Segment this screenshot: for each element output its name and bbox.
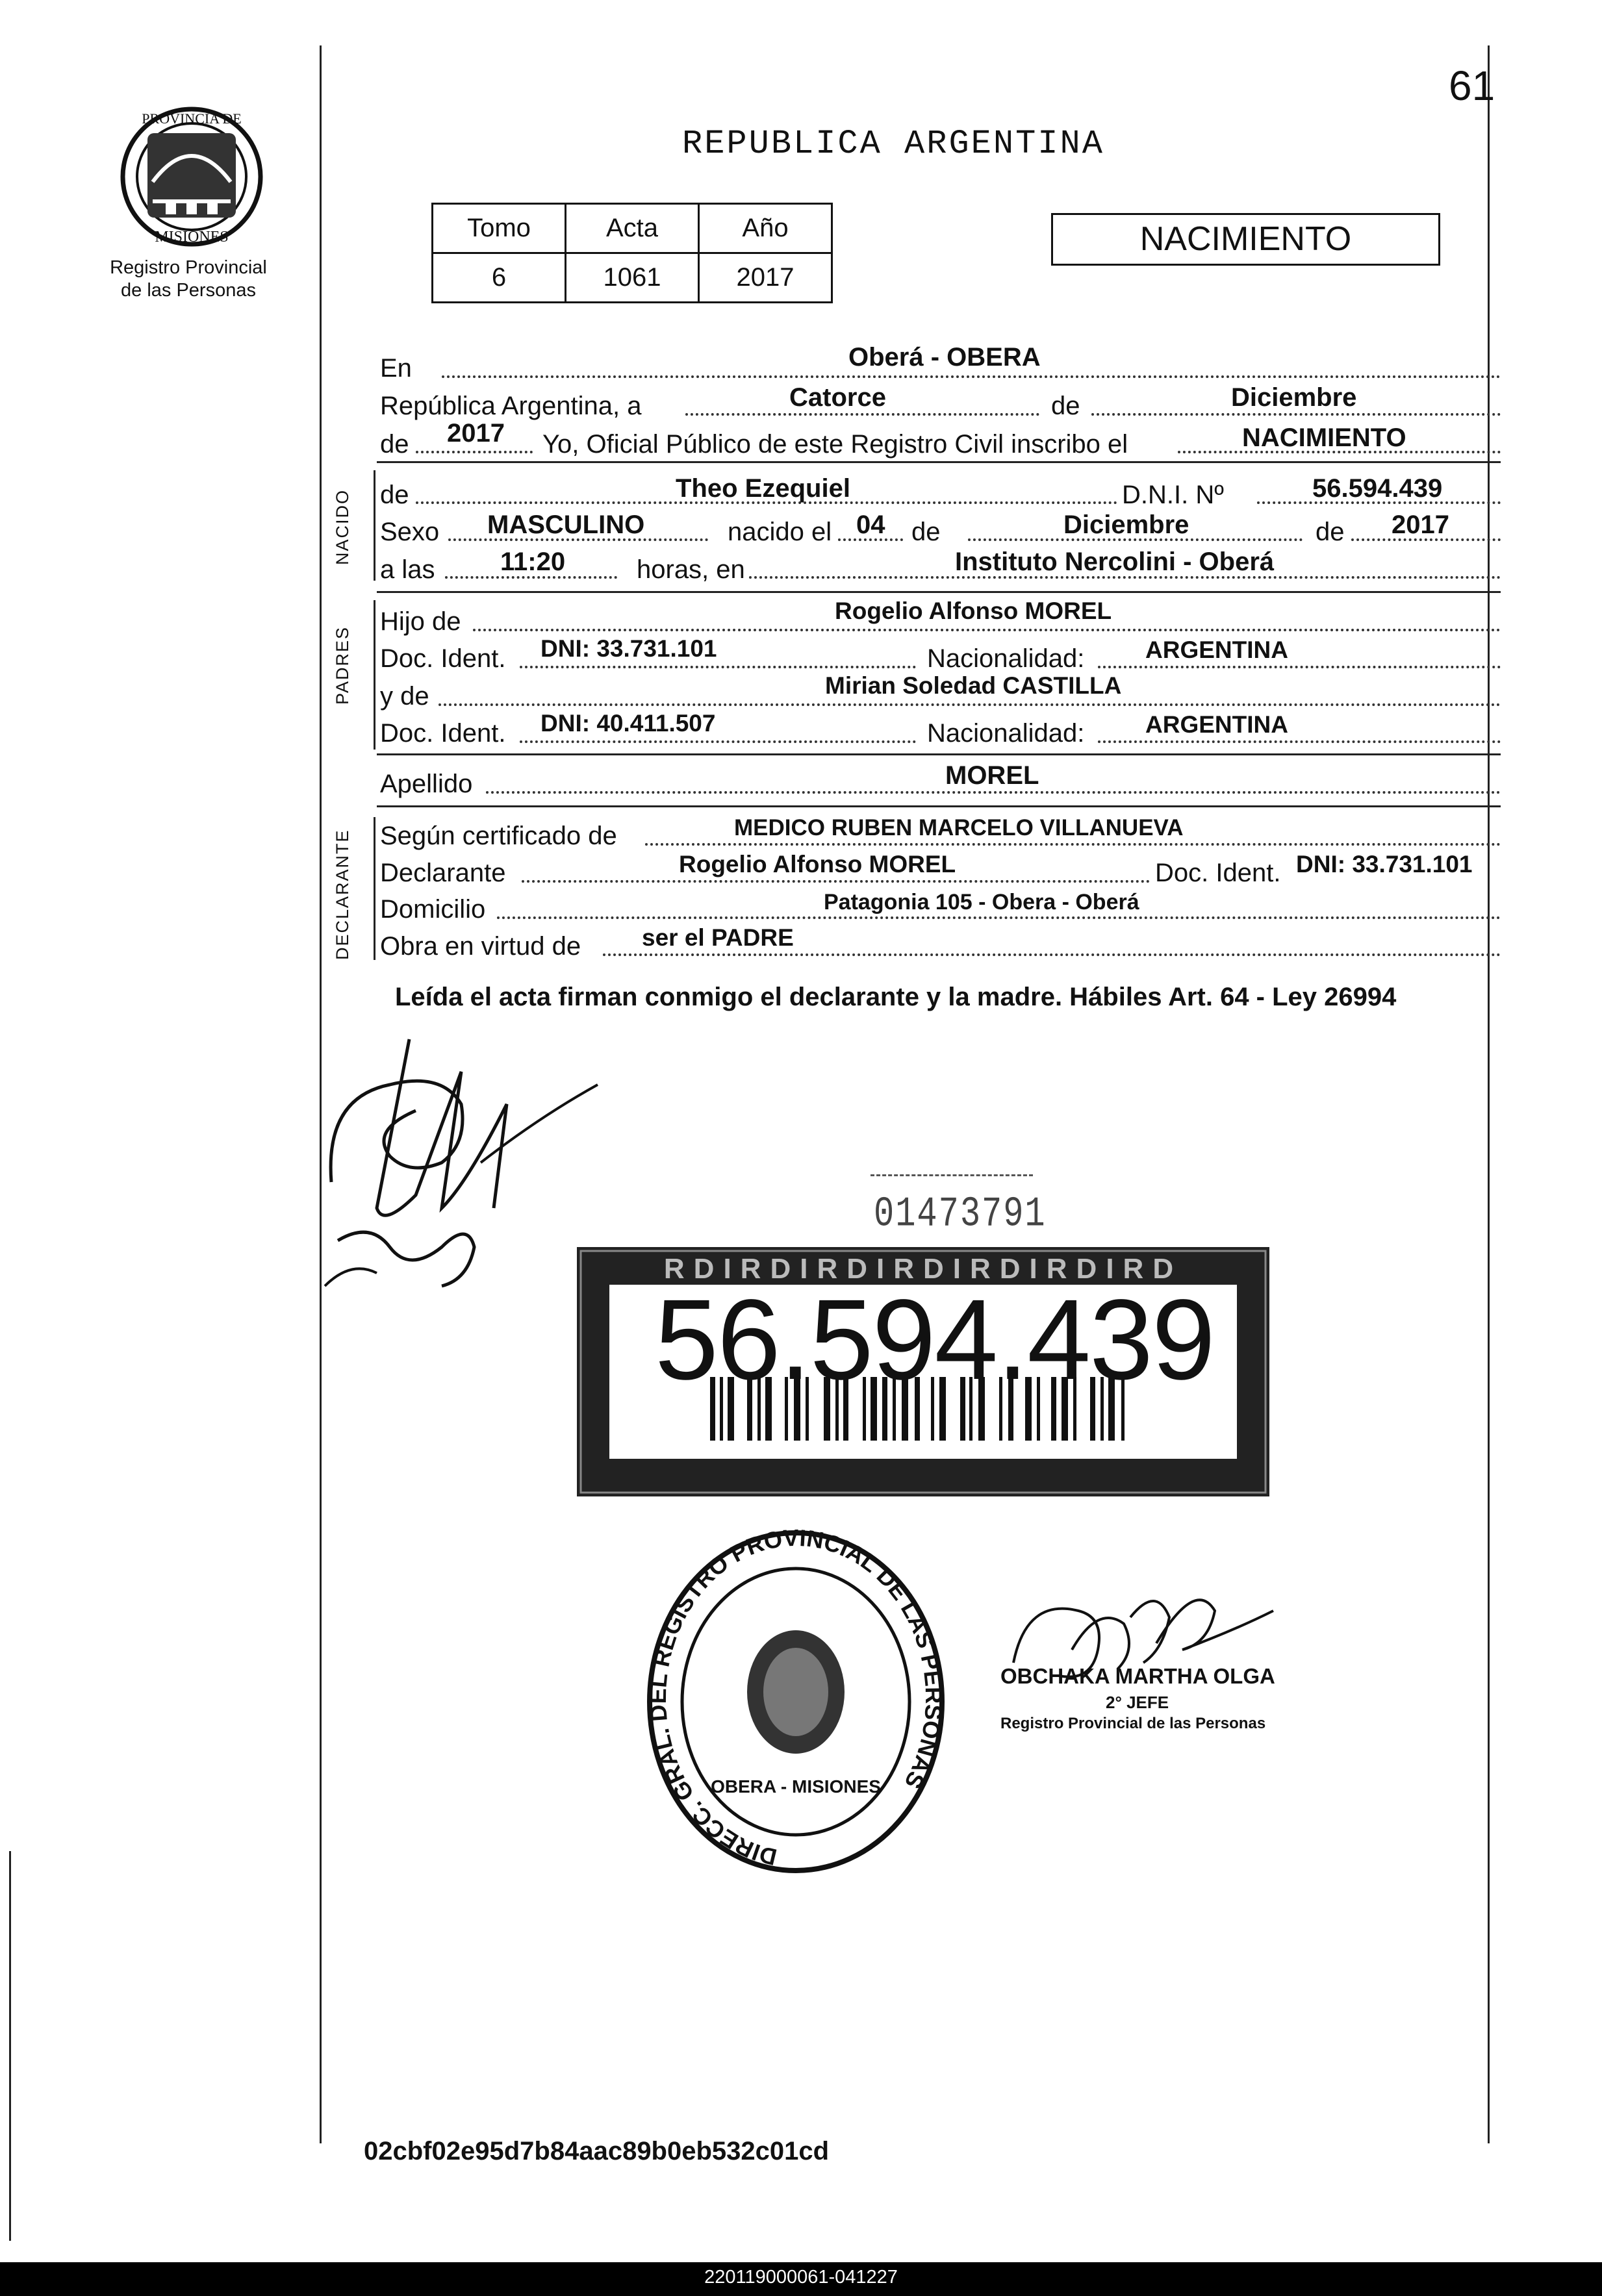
- padres-hijo-label: Hijo de: [380, 607, 461, 636]
- padres-doc-label: Doc. Ident.: [380, 719, 506, 748]
- section-label-nacido: NACIDO: [333, 488, 352, 565]
- dotted-leader: [473, 629, 1501, 631]
- padres-father: Rogelio Alfonso MOREL: [835, 598, 1112, 624]
- nacido-name: Theo Ezequiel: [676, 474, 850, 503]
- closing-text: Leída el acta firman conmigo el declarante y la madre. Hábiles Art. 64 - Ley 26994: [395, 983, 1397, 1011]
- apellido-label: Apellido: [380, 770, 473, 798]
- dotted-leader: [603, 953, 1501, 956]
- seal-bottom-text: MISIONES: [155, 229, 229, 246]
- section-divider: [377, 591, 1501, 593]
- nacido-dni: 56.594.439: [1312, 474, 1443, 503]
- intro-de2-label: de: [380, 430, 409, 459]
- padres-mother-nat: ARGENTINA: [1145, 711, 1288, 738]
- padres-mother-doc: DNI: 40.411.507: [540, 710, 716, 737]
- logo-caption: [91, 257, 286, 302]
- right-margin-line: [1488, 45, 1490, 2143]
- intro-yo-label: Yo, Oficial Público de este Registro Civil inscribo el: [542, 430, 1128, 459]
- intro-act: NACIMIENTO: [1242, 423, 1406, 452]
- seal-inner-text: OBERA - MISIONES: [711, 1776, 881, 1797]
- document-title: REPUBLICA ARGENTINA: [682, 125, 1104, 163]
- section-divider: [377, 805, 1501, 807]
- nacido-month: Diciembre: [1063, 511, 1189, 539]
- seal-ring-text: DIRECC. GRAL. DEL REGISTRO PROVINCIAL DE LAS PERSONAS: [644, 1526, 948, 1871]
- serial-number: 01473791: [874, 1190, 1047, 1239]
- header-tomo: Tomo: [433, 204, 566, 253]
- footer-code: 220119000061-041227: [704, 2267, 898, 2288]
- declarante-label: Declarante: [380, 859, 506, 887]
- dotted-leader: [645, 843, 1501, 846]
- dotted-leader: [685, 413, 1039, 416]
- section-divider: [377, 753, 1501, 755]
- intro-republica-label: República Argentina, a: [380, 392, 642, 420]
- padres-yde-label: y de: [380, 682, 429, 711]
- section-bracket: [374, 817, 375, 960]
- nacido-de-label2: de: [911, 518, 941, 546]
- declarante-certificado: MEDICO RUBEN MARCELO VILLANUEVA: [734, 815, 1184, 840]
- nacido-place: Instituto Nercolini - Oberá: [955, 548, 1275, 576]
- declarante-obra-label: Obra en virtud de: [380, 932, 581, 961]
- padres-doc-label: Doc. Ident.: [380, 644, 506, 673]
- dotted-leader: [442, 375, 1501, 378]
- logo-caption-line1: Registro Provincial: [110, 257, 267, 278]
- intro-year: 2017: [447, 419, 505, 448]
- left-edge-line: [9, 1851, 11, 2241]
- section-label-padres: PADRES: [333, 625, 352, 705]
- header-acta: Acta: [566, 204, 699, 253]
- declarante-doc: DNI: 33.731.101: [1296, 851, 1473, 877]
- declarante-domicilio: Patagonia 105 - Obera - Oberá: [824, 890, 1139, 915]
- dotted-leader: [1098, 666, 1501, 668]
- dotted-leader: [486, 791, 1501, 794]
- value-acta: 1061: [566, 253, 699, 303]
- provincial-seal-logo: [114, 104, 270, 257]
- declarante-name: Rogelio Alfonso MOREL: [679, 851, 956, 877]
- nacido-de-label3: de: [1316, 518, 1345, 546]
- dotted-leader: [520, 666, 916, 668]
- document-hash: 02cbf02e95d7b84aac89b0eb532c01cd: [364, 2137, 830, 2165]
- official-name: OBCHAKA MARTHA OLGA: [1000, 1664, 1275, 1688]
- declarante-doc-label: Doc. Ident.: [1155, 859, 1281, 887]
- dotted-leader: [522, 880, 1150, 883]
- dotted-leader: [520, 740, 916, 743]
- official-org: Registro Provincial de las Personas: [1000, 1715, 1266, 1732]
- intro-place: Oberá - OBERA: [848, 343, 1041, 372]
- section-divider: [377, 461, 1501, 463]
- dotted-leader: [1091, 413, 1501, 416]
- id-band-pattern-text: RDIRDIRDIRDIRDIRDIRD: [663, 1253, 1183, 1285]
- section-label-declarante: DECLARANTE: [333, 829, 352, 960]
- apellido-value: MOREL: [945, 761, 1039, 790]
- record-type-box: NACIMIENTO: [1051, 213, 1440, 266]
- nacido-de-label: de: [380, 481, 409, 509]
- value-anio: 2017: [699, 253, 832, 303]
- intro-de-label: de: [1051, 392, 1080, 420]
- intro-month: Diciembre: [1231, 383, 1357, 412]
- nacido-sexo-label: Sexo: [380, 518, 440, 546]
- padres-father-doc: DNI: 33.731.101: [540, 635, 717, 662]
- header-anio: Año: [699, 204, 832, 253]
- nacido-a-las-label: a las: [380, 555, 435, 584]
- nacido-time: 11:20: [500, 548, 566, 576]
- padres-father-nat: ARGENTINA: [1145, 637, 1288, 663]
- declarante-segun-label: Según certificado de: [380, 822, 617, 850]
- dash-line-top: [871, 1174, 1033, 1176]
- declarante-obra: ser el PADRE: [642, 924, 794, 951]
- padres-nac-label: Nacionalidad:: [927, 719, 1085, 748]
- section-bracket: [374, 470, 375, 581]
- dotted-leader: [497, 916, 1501, 919]
- padres-nac-label: Nacionalidad:: [927, 644, 1085, 673]
- intro-en-label: En: [380, 354, 412, 383]
- official-role: 2° JEFE: [1106, 1693, 1169, 1712]
- page-number: 61: [1449, 62, 1495, 109]
- dotted-leader: [439, 703, 1501, 706]
- dotted-leader: [416, 451, 533, 453]
- section-bracket: [374, 600, 375, 750]
- nacido-day: 04: [856, 511, 885, 539]
- nacido-el-label: nacido el: [728, 518, 832, 546]
- dotted-leader: [1098, 740, 1501, 743]
- padres-mother: Mirian Soledad CASTILLA: [825, 672, 1122, 699]
- value-tomo: 6: [433, 253, 566, 303]
- logo-caption-line2: de las Personas: [121, 280, 256, 301]
- registry-official-seal: [643, 1526, 948, 1877]
- nacido-sexo: MASCULINO: [487, 511, 645, 539]
- id-band-dni-number: 56.594.439: [655, 1276, 1214, 1404]
- seal-top-text: PROVINCIA DE: [142, 110, 242, 127]
- reference-table: [431, 203, 833, 303]
- nacido-dni-label: D.N.I. Nº: [1122, 481, 1224, 509]
- nacido-year: 2017: [1392, 511, 1449, 539]
- intro-day-words: Catorce: [789, 383, 886, 412]
- nacido-horas-label: horas, en: [637, 555, 745, 584]
- declarant-signature: [312, 1013, 611, 1299]
- declarante-domicilio-label: Domicilio: [380, 895, 486, 924]
